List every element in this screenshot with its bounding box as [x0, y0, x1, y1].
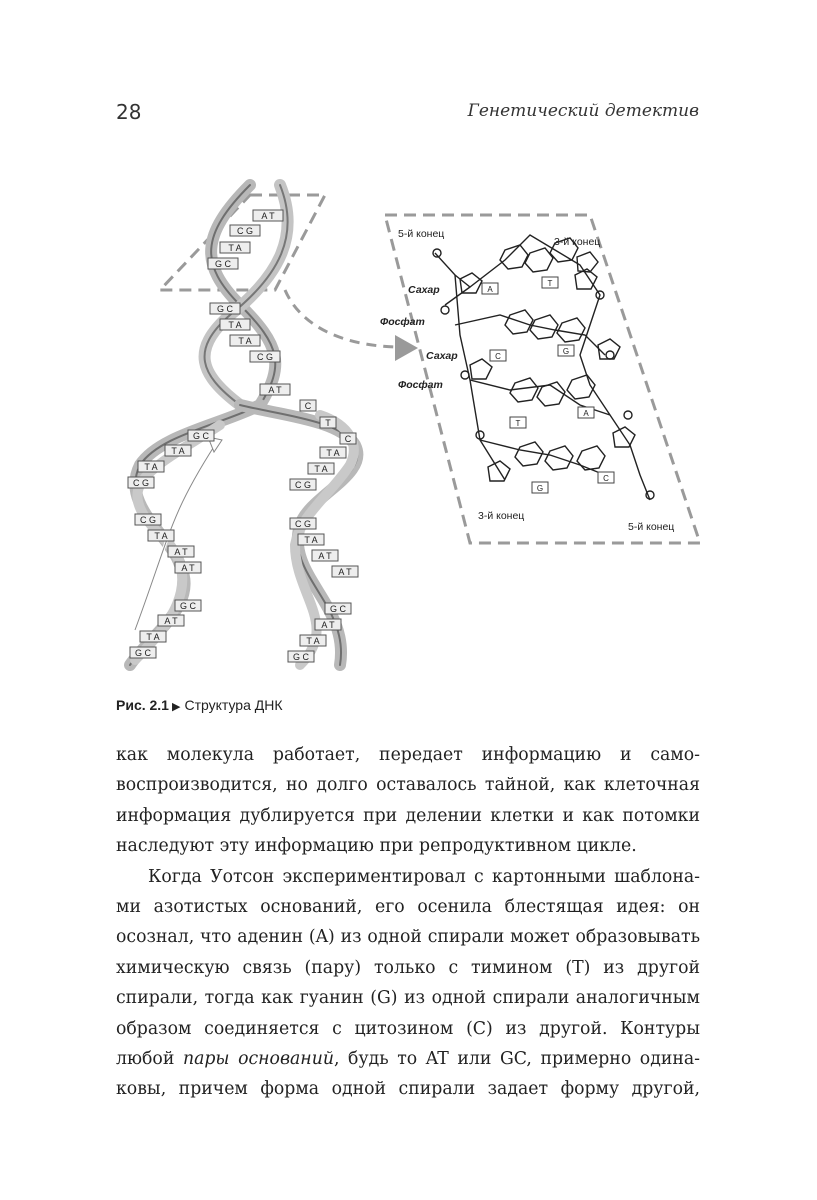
bp-right-3: T A — [326, 448, 340, 458]
mol-base-1: T — [547, 279, 553, 288]
bp-right-1: T — [325, 418, 331, 428]
mol-base-5: T — [515, 419, 521, 428]
bp-left-3: C G — [132, 478, 150, 488]
label-5-end-top: 5-й конец — [398, 228, 445, 240]
label-3-end-top: 3-й конец — [554, 236, 601, 248]
bp-right-13: G C — [292, 652, 310, 662]
p2-line-3: осознал, что аденин (A) из одной спирали может образовывать — [116, 927, 700, 948]
bp-right-11: A T — [321, 620, 335, 630]
p1-line-1: как молекула работает, передает информацию и само- — [116, 745, 700, 765]
bp-right-5: C G — [294, 480, 312, 490]
p2-line-7-end: , будь то AT или GC, примерно одина- — [333, 1049, 701, 1070]
bp-left-9: A T — [164, 616, 178, 626]
bp-mid-0: G C — [216, 304, 234, 314]
bp-mid-1: T A — [228, 320, 242, 330]
label-sugar-2: Сахар — [426, 350, 458, 362]
p2-line-1: Когда Уотсон экспериментировал с картонными шаблона- — [148, 866, 700, 887]
bp-right-6: C G — [294, 519, 312, 529]
label-3-end-bottom: 3-й конец — [478, 510, 525, 522]
p1-line-3: информация дублируется при делении клетки и как потомки — [116, 805, 700, 826]
bp-left-6: A T — [174, 547, 188, 557]
bp-right-0: C — [304, 401, 312, 411]
mol-base-0: A — [487, 285, 493, 294]
p2-line-8: ковы, причем форма одной спирали задает форму другой, — [116, 1079, 700, 1100]
bp-left-8: G C — [179, 601, 197, 611]
bp-top-0: A T — [261, 211, 275, 221]
bp-left-0: G C — [192, 431, 210, 441]
bp-left-5: T A — [154, 531, 168, 541]
bp-left-7: A T — [181, 563, 195, 573]
bp-right-12: T A — [306, 636, 320, 646]
label-phosphate-2: Фосфат — [398, 379, 443, 391]
bp-right-2: C — [344, 434, 352, 444]
bp-right-7: T A — [304, 535, 318, 545]
bp-right-8: A T — [318, 551, 332, 561]
label-5-end-bottom: 5-й конец — [628, 521, 675, 533]
p2-line-7 — [116, 1044, 700, 1074]
p1-line-4: наследуют эту информацию при репродуктивном цикле. — [116, 836, 637, 857]
p2-line-5: спирали, тогда как гуанин (G) из одной спирали аналогичным — [116, 988, 700, 1009]
bp-left-10: T A — [146, 632, 160, 642]
caption-arrow-icon: ▶ — [171, 701, 181, 713]
mol-base-3: G — [562, 347, 570, 356]
zoom-arrow — [285, 290, 395, 347]
bp-left-11: G C — [134, 648, 152, 658]
zoom-arrowhead — [395, 335, 418, 361]
bp-top-1: C G — [236, 226, 254, 236]
label-phosphate-1: Фосфат — [380, 316, 425, 328]
bp-mid-2: T A — [238, 336, 252, 346]
bp-top-2: T A — [228, 243, 242, 253]
p1-line-2: воспроизводится, но долго оставалось тайной, как клеточная — [116, 775, 700, 796]
bp-left-2: T A — [144, 462, 158, 472]
running-head: Генетический детектив — [467, 101, 699, 121]
body-text — [116, 740, 700, 1105]
molecule-structure — [433, 235, 654, 500]
page-number: 28 — [116, 100, 142, 124]
mol-base-2: C — [495, 352, 501, 361]
label-sugar-1: Сахар — [408, 284, 440, 296]
mol-base-4: A — [583, 409, 589, 418]
bp-left-4: C G — [139, 515, 157, 525]
p2-line-6: образом соединяется с цитозином (C) из другой. Контуры — [116, 1018, 700, 1039]
mol-base-7: C — [603, 474, 609, 483]
p2-line-4: химическую связь (пару) только с тимином (T) из другой — [116, 957, 700, 978]
bp-top-3: G C — [214, 259, 232, 269]
p2-line-2: ми азотистых оснований, его осенила блестящая идея: он — [116, 897, 700, 918]
dna-structure-figure — [110, 175, 710, 695]
figure-caption — [116, 697, 283, 713]
figure-number: Рис. 2.1 — [116, 697, 169, 713]
bp-mid-3: C G — [256, 352, 274, 362]
bp-left-1: T A — [171, 446, 185, 456]
bp-right-4: T A — [314, 464, 328, 474]
mol-base-6: G — [536, 484, 544, 493]
bp-mid-4: A T — [268, 385, 282, 395]
figure-caption-text: Структура ДНК — [184, 697, 283, 713]
bp-right-10: G C — [329, 604, 347, 614]
base-pairs-term: пары оснований — [182, 1049, 334, 1070]
p2-line-7-start: любой — [116, 1049, 183, 1070]
bp-right-9: A T — [338, 567, 352, 577]
